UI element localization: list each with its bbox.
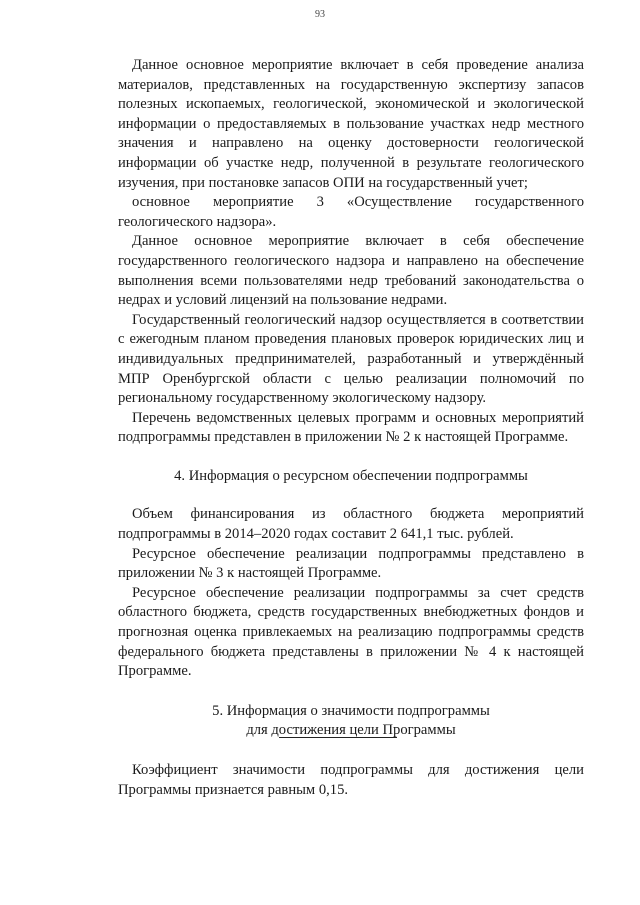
paragraph: Перечень ведомственных целевых программ и основных мероприятий подпрограммы представлен в приложении № 2 к настоящей Программе.	[118, 409, 584, 446]
document-body	[118, 56, 584, 800]
section-5-heading-line2: для достижения цели Программы	[246, 722, 456, 739]
paragraph: Ресурсное обеспечение реализации подпрограммы за счет средств областного бюджета, средств государственных внебюджетных фондов и прогнозная оценка привлекаемых на реализацию подпрограммы средств федерального бюджета представлены в приложении № 4 к настоящей Программе.	[118, 584, 584, 680]
paragraph: Государственный геологический надзор осуществляется в соответствии с ежегодным планом проведения плановых проверок юридических лиц и индивидуальных предпринимателей, разработанный и утверждённый МПР Оренбургской области с целью реализации полномочий по региональному государственному экологическому надзору.	[118, 311, 584, 407]
end-divider	[279, 737, 397, 738]
section-5-heading	[118, 702, 584, 741]
paragraph: Ресурсное обеспечение реализации подпрограммы представлено в приложении № 3 к настоящей Программе.	[118, 545, 584, 582]
paragraph: Объем финансирования из областного бюджета мероприятий подпрограммы в 2014–2020 годах составит 2 641,1 тыс. рублей.	[118, 506, 584, 543]
section-4-heading: 4. Информация о ресурсном обеспечении подпрограммы	[174, 467, 528, 484]
section-5-heading-line1: 5. Информация о значимости подпрограммы	[212, 702, 490, 719]
page-number: 93	[315, 9, 325, 20]
paragraph: Данное основное мероприятие включает в себя обеспечение государственного геологического надзора и направлено на обеспечение выполнения всеми пользователями недр требований законодательства о недрах и условий лицензий на пользование недрами.	[118, 233, 584, 309]
paragraph: Данное основное мероприятие включает в себя проведение анализа материалов, представленных на государственную экспертизу запасов полезных ископаемых, геологической, экономической и экологической информации о предоставляемых в пользование участках недр местного значения и направлено на оценку достоверности геологической информации об участке недр, полученной в результате геологического изучения, при постановке запасов ОПИ на государственный учет;	[118, 57, 584, 191]
paragraph: Коэффициент значимости подпрограммы для достижения цели Программы признается равным 0,15.	[118, 762, 584, 798]
paragraph: основное мероприятие 3 «Осуществление государственного геологического надзора».	[118, 194, 584, 230]
